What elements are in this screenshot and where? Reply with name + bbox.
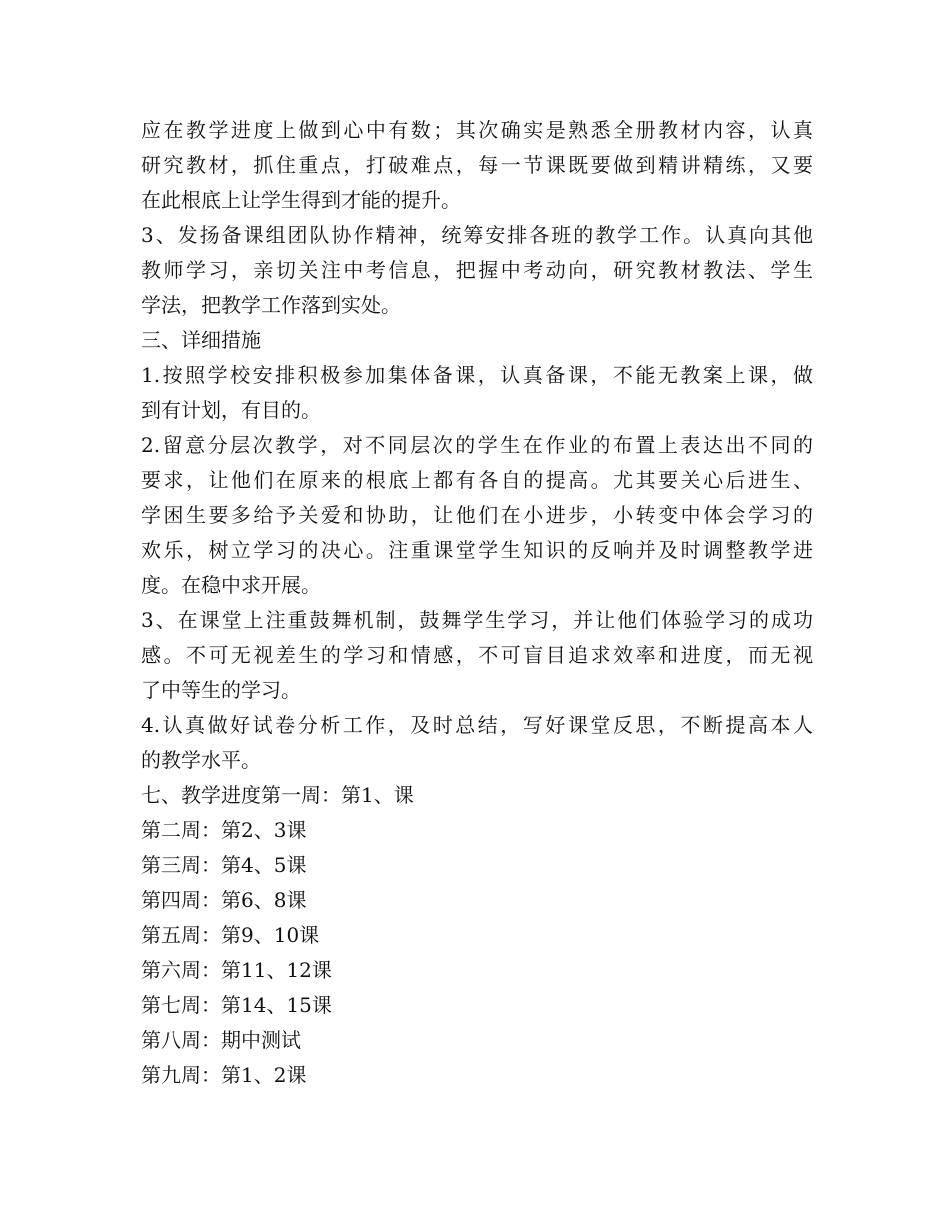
text-line: 4.认真做好试卷分析工作，及时总结，写好课堂反思，不断提高本人: [141, 713, 813, 737]
text-line: 研究教材，抓住重点，打破难点，每一节课既要做到精讲精练，又要: [141, 153, 813, 177]
section-heading: 七、教学进度第一周：第1、课: [141, 783, 414, 807]
text-line: 2.留意分层次教学，对不同层次的学生在作业的布置上表达出不同的: [141, 433, 813, 457]
schedule-item: 第四周：第6、8课: [141, 888, 307, 912]
text-line: 到有计划，有目的。: [141, 398, 321, 422]
text-line: 了中等生的学习。: [141, 678, 301, 702]
text-line: 度。在稳中求开展。: [141, 573, 321, 597]
text-line: 1.按照学校安排积极参加集体备课，认真备课，不能无教案上课，做: [141, 363, 813, 387]
schedule-item: 第九周：第1、2课: [141, 1063, 307, 1087]
text-line: 教师学习，亲切关注中考信息，把握中考动向，研究教材教法、学生: [141, 258, 813, 282]
text-line: 欢乐，树立学习的决心。注重课堂学生知识的反响并及时调整教学进: [141, 538, 813, 562]
text-line: 在此根底上让学生得到才能的提升。: [141, 188, 461, 212]
text-line: 3、发扬备课组团队协作精神，统筹安排各班的教学工作。认真向其他: [141, 223, 813, 247]
document-body: [141, 113, 813, 1093]
text-line: 3、在课堂上注重鼓舞机制，鼓舞学生学习，并让他们体验学习的成功: [141, 608, 813, 632]
schedule-item: 第二周：第2、3课: [141, 818, 307, 842]
schedule-item: 第七周：第14、15课: [141, 993, 332, 1017]
text-line: 的教学水平。: [141, 748, 261, 772]
schedule-item: 第五周：第9、10课: [141, 923, 320, 947]
text-line: 感。不可无视差生的学习和情感，不可盲目追求效率和进度，而无视: [141, 643, 813, 667]
text-line: 应在教学进度上做到心中有数；其次确实是熟悉全册教材内容，认真: [141, 118, 813, 142]
schedule-item: 第三周：第4、5课: [141, 853, 307, 877]
section-heading: 三、详细措施: [141, 328, 261, 352]
text-line: 要求，让他们在原来的根底上都有各自的提高。尤其要关心后进生、: [141, 468, 813, 492]
schedule-item: 第八周：期中测试: [141, 1028, 301, 1052]
text-line: 学困生要多给予关爱和协助，让他们在小进步，小转变中体会学习的: [141, 503, 813, 527]
text-line: 学法，把教学工作落到实处。: [141, 293, 401, 317]
schedule-item: 第六周：第11、12课: [141, 958, 332, 982]
